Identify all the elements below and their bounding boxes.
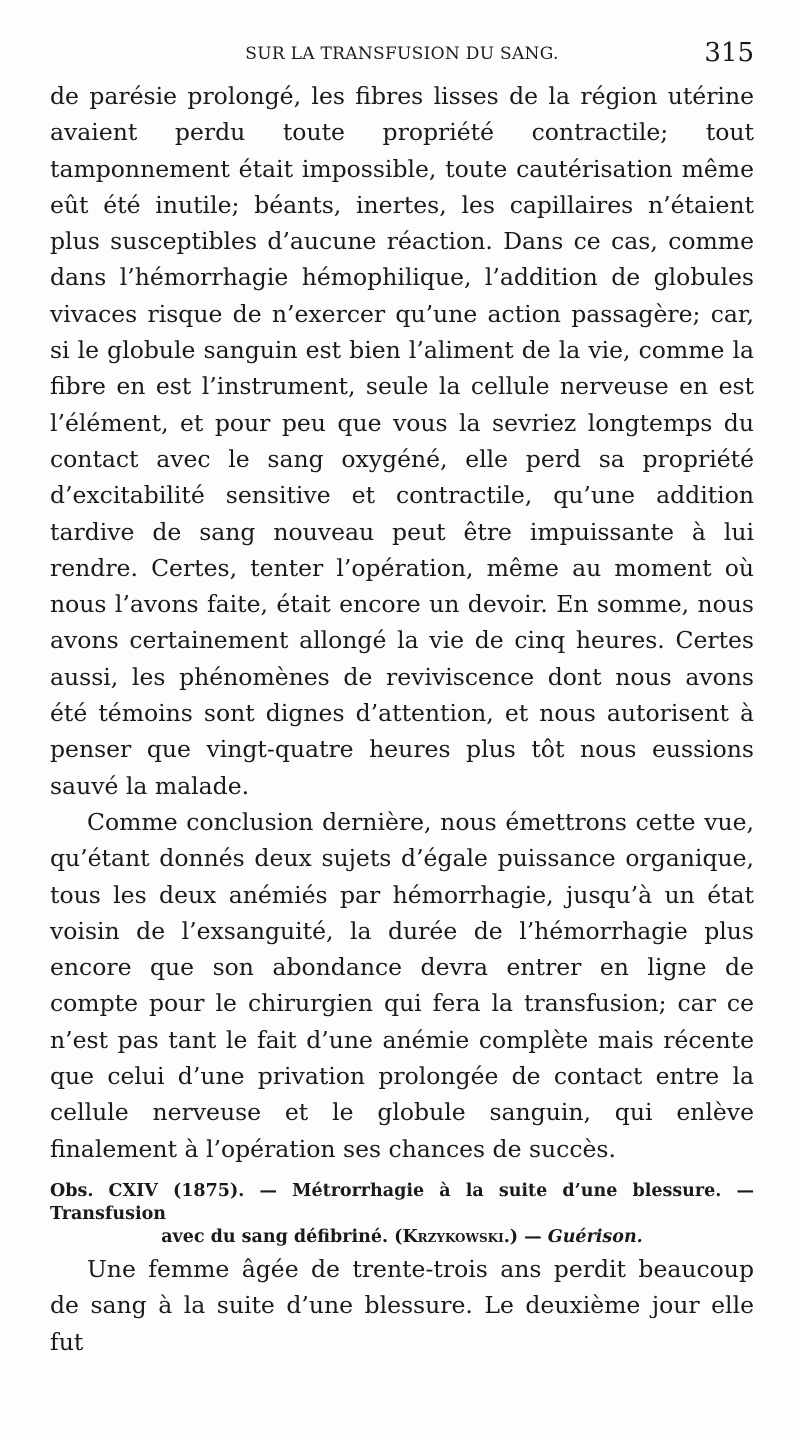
observation-heading: [50, 1180, 754, 1249]
paragraph-3: Une femme âgée de trente-trois ans perdit beaucoup de sang à la suite d’une blessure. Le deuxième jour elle fut: [50, 1255, 754, 1356]
observation-text: [50, 1251, 754, 1360]
observation-title-line-1: Obs. CXIV (1875). — Métrorrhagie à la suite d’une blessure. — Transfusion: [50, 1181, 754, 1224]
observation-author: Krzykowski.: [402, 1227, 510, 1247]
observation-line2-prefix: avec du sang défibriné. (: [161, 1227, 403, 1247]
running-title: SUR LA TRANSFUSION DU SANG.: [245, 44, 559, 64]
paragraph-1: de parésie prolongé, les fibres lisses de la région utérine avaient perdu toute propriété contractile; tout tamponnement était impossible, toute cautérisation même eût été inutile; béants, inertes, les capillaires n’étaient plus susceptibles d’aucune réaction. Dans ce cas, comme dans l’hémorrhagie hémophilique, l’addition de globules vivaces risque de n’exercer qu’une action passagère; car, si le globule sanguin est bien l’aliment de la vie, comme la fibre en est l’instrument, seule la cellule nerveuse en est l’élément, et pour peu que vous la sevriez longtemps du contact avec le sang oxygéné, elle perd sa propriété d’excitabilité sensitive et contractile, qu’une addition tardive de sang nouveau peut être impuissante à lui rendre. Certes, tenter l’opération, même au moment où nous l’avons faite, était encore un devoir. En somme, nous avons certainement allongé la vie de cinq heures. Certes aussi, les phénomènes de reviviscence dont nous avons été témoins sont dignes d’attention, et nous autorisent à penser que vingt-quatre heures plus tôt nous eussions sauvé la malade.: [50, 82, 754, 800]
running-head: [50, 38, 754, 70]
main-text: [50, 78, 754, 1167]
observation-title-line-2: [50, 1226, 754, 1249]
observation-line2-mid: ) —: [509, 1227, 548, 1247]
page-number: 315: [704, 38, 754, 68]
observation-outcome: Guérison.: [547, 1227, 643, 1247]
paragraph-2: Comme conclusion dernière, nous émettrons cette vue, qu’étant donnés deux sujets d’égale puissance organique, tous les deux anémiés par hémorrhagie, jusqu’à un état voisin de l’exsanguité, la durée de l’hémorrhagie plus encore que son abondance devra entrer en ligne de compte pour le chirurgien qui fera la transfusion; car ce n’est pas tant le fait d’une anémie complète mais récente que celui d’une privation prolongée de contact entre la cellule nerveuse et le globule sanguin, qui enlève finalement à l’opération ses chances de succès.: [50, 807, 754, 1163]
